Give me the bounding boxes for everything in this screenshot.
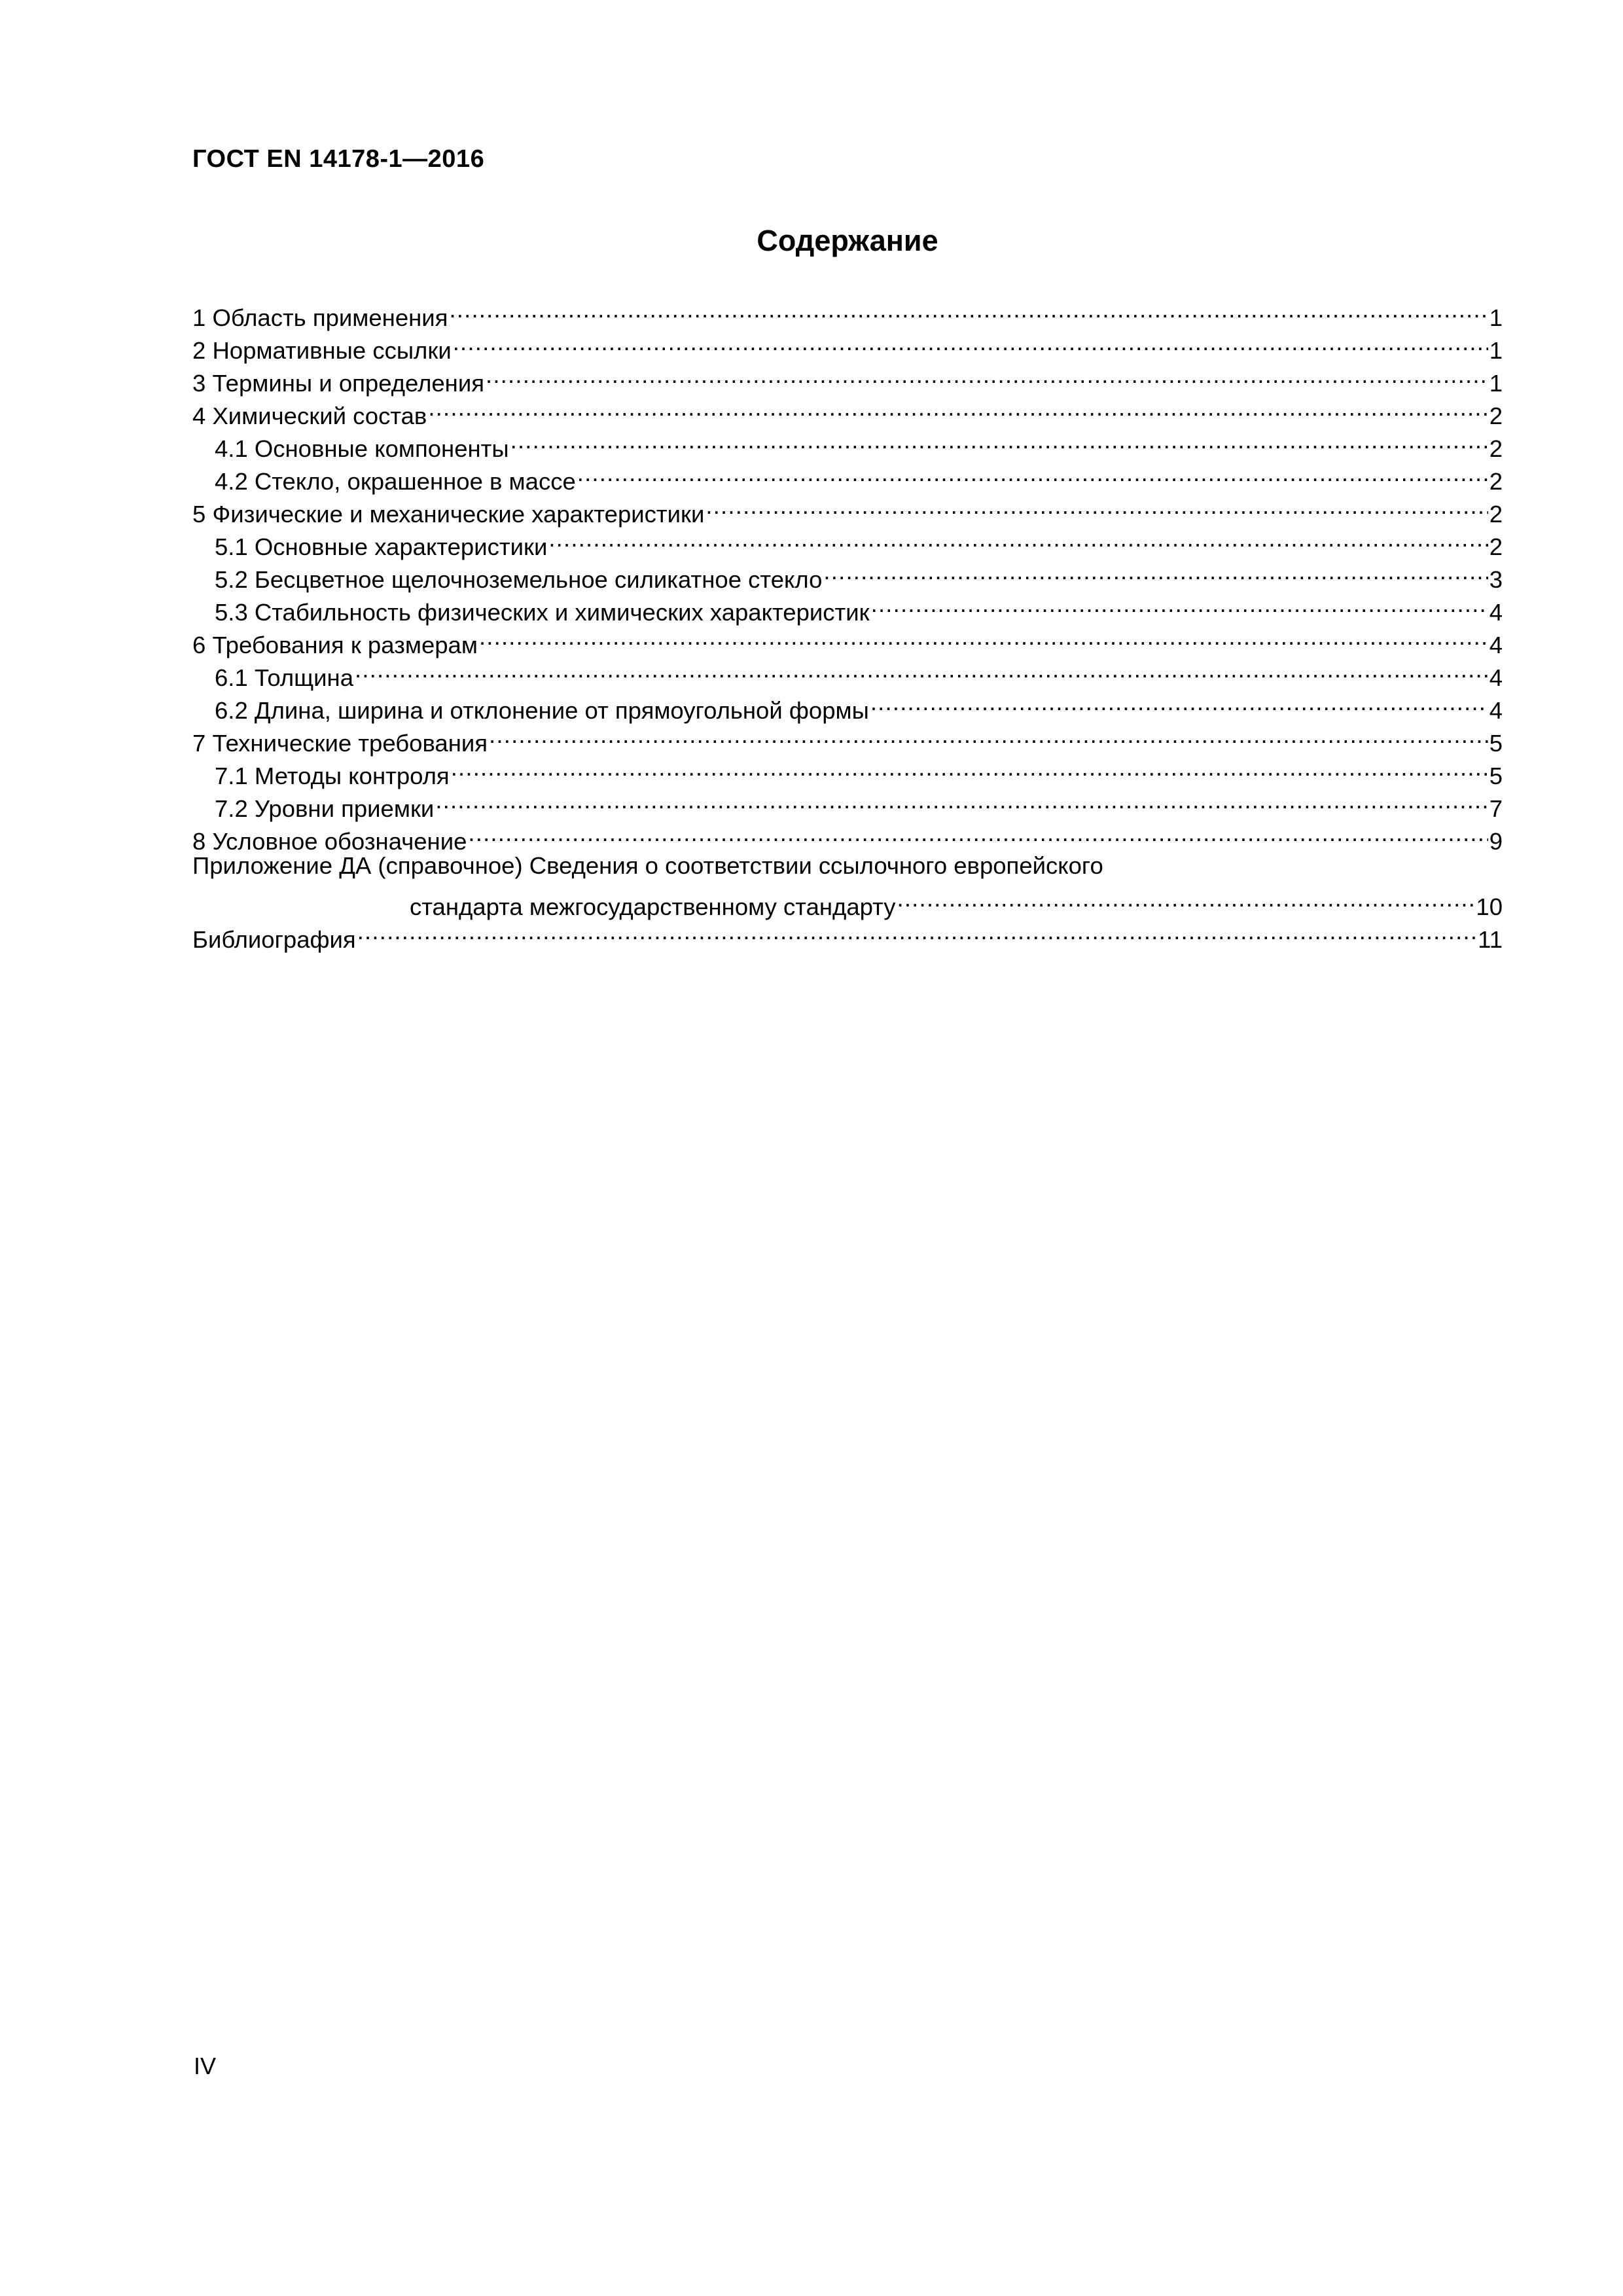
toc-entry-label: 7.2 Уровни приемки: [215, 795, 435, 822]
toc-entry-label: 6.1 Толщина: [215, 664, 353, 691]
toc-entry-page: 4: [1489, 599, 1503, 626]
toc-entry-label: 5.1 Основные характеристики: [215, 533, 548, 560]
toc-entry-1[interactable]: [192, 293, 1503, 331]
toc-entry-label: Приложение ДА (справочное) Сведения о соответствии ссылочного европейского: [192, 852, 1103, 879]
toc-entry-page: 2: [1489, 435, 1503, 462]
toc-entry-label: 4.1 Основные компоненты: [215, 435, 509, 462]
toc-leader-dots: [705, 490, 1488, 522]
toc-entry-label: 5 Физические и механические характеристики: [192, 501, 705, 528]
toc-entry-appendix-da[interactable]: [192, 850, 1503, 882]
toc-entry-page: 4: [1489, 632, 1503, 658]
toc-entry-label-continuation: стандарта межгосударственному стандарту: [410, 893, 896, 920]
toc-entry-label: 4.2 Стекло, окрашенное в массе: [215, 468, 576, 495]
toc-entry-label: Библиография: [192, 926, 356, 953]
document-code-header: ГОСТ EN 14178-1—2016: [192, 145, 485, 173]
toc-leader-dots: [428, 391, 1488, 424]
page-number: IV: [194, 2053, 217, 2079]
toc-entry-label: 7 Технические требования: [192, 730, 488, 757]
toc-entry-6-1[interactable]: [192, 653, 1503, 691]
toc-leader-dots: [871, 588, 1488, 620]
toc-leader-dots: [510, 424, 1488, 457]
toc-entry-page: 4: [1489, 697, 1503, 724]
toc-entry-page: 2: [1489, 468, 1503, 495]
toc-entry-appendix-da-continuation[interactable]: [192, 882, 1503, 920]
toc-leader-dots: [479, 620, 1488, 653]
toc-entry-page: 2: [1489, 501, 1503, 528]
toc-entry-page: 1: [1489, 370, 1503, 397]
toc-entry-page: 1: [1489, 304, 1503, 331]
toc-entry-page: 3: [1489, 566, 1503, 593]
toc-leader-dots: [453, 326, 1488, 359]
toc-leader-dots: [870, 686, 1488, 719]
toc-entry-label: 2 Нормативные ссылки: [192, 337, 452, 364]
toc-leader-dots: [548, 522, 1488, 555]
toc-entry-label: 5.2 Бесцветное щелочноземельное силикатное стекло: [215, 566, 823, 593]
toc-leader-dots: [449, 293, 1488, 326]
toc-leader-dots: [489, 719, 1488, 751]
toc-entry-label: 7.1 Методы контроля: [215, 762, 450, 789]
toc-leader-dots: [486, 359, 1488, 391]
toc-entry-page: 1: [1489, 337, 1503, 364]
toc-entry-6-2[interactable]: [192, 686, 1503, 724]
toc-leader-dots: [897, 882, 1475, 915]
toc-entry-page: 5: [1489, 762, 1503, 789]
toc-entry-page: 11: [1478, 926, 1503, 953]
toc-entry-label: 3 Термины и определения: [192, 370, 484, 397]
toc-entry-label: 4 Химический состав: [192, 403, 427, 429]
toc-entry-page: 7: [1489, 795, 1503, 822]
toc-entry-bibliography[interactable]: [192, 915, 1503, 953]
toc-entry-page: 4: [1489, 664, 1503, 691]
toc-entry-label: 5.3 Стабильность физических и химических характеристик: [215, 599, 870, 626]
toc-leader-dots: [823, 555, 1488, 588]
toc-entry-page: 5: [1489, 730, 1503, 757]
toc-leader-dots: [468, 817, 1488, 850]
toc-entry-page: 2: [1489, 403, 1503, 429]
toc-leader-dots: [577, 457, 1488, 490]
toc-entry-page: 10: [1476, 893, 1503, 920]
toc-leader-dots: [355, 653, 1488, 686]
toc-entry-label: 8 Условное обозначение: [192, 828, 467, 855]
toc-entry-label: 6 Требования к размерам: [192, 632, 478, 658]
table-of-contents: [192, 293, 1503, 953]
toc-entry-label: 6.2 Длина, ширина и отклонение от прямоугольной формы: [215, 697, 869, 724]
toc-leader-dots: [357, 915, 1476, 948]
toc-entry-page: 2: [1489, 533, 1503, 560]
toc-entry-page: 9: [1489, 828, 1503, 855]
toc-leader-dots: [451, 751, 1488, 784]
toc-entry-label: 1 Область применения: [192, 304, 448, 331]
toc-leader-dots: [435, 784, 1488, 817]
toc-title: Содержание: [757, 224, 938, 257]
